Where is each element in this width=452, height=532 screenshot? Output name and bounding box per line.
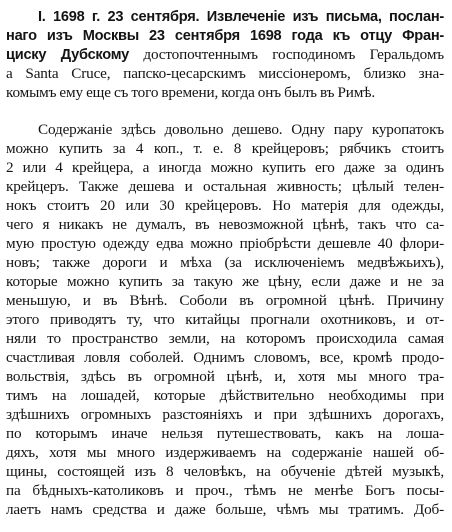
body-line: этого приводятъ ту, что китайцы прогнали охотниковъ, и от-	[6, 311, 444, 328]
body-line: няли то пространство земли, на которомъ происходила самая	[6, 330, 444, 347]
body-line: счастливая ловля соболей. Однимъ словомъ, все, кромѣ продо-	[6, 349, 444, 366]
body-line: Содержаніе здѣсь довольно дешево. Одну пару куропатокъ	[38, 121, 444, 138]
body-line: щины, состоящей изъ 8 человѣкъ, на обученіе дѣтей музыкѣ,	[6, 463, 444, 480]
body-line: вольствія, здѣсь въ огромной цѣнѣ, и, хотя мы много тра-	[6, 368, 444, 385]
header-line-5: комымъ ему еще съ того времени, когда онъ былъ въ Римѣ.	[6, 84, 375, 101]
body-line: лаетъ намъ средства и даже больше, чѣмъ мы тратимъ. Доб-	[6, 501, 444, 518]
header-recipient: циску Дубскому	[6, 47, 129, 63]
body-line: 2 или 4 крейцера, а иногда можно купить его даже за одинъ	[6, 159, 444, 176]
body-line: чего я никакъ не думалъ, въ невозможной цѣнѣ, такъ что са-	[6, 216, 444, 233]
body-line: нокъ стоитъ 20 или 30 крейцеровъ. Но матерія для одежды,	[6, 197, 444, 214]
body-line: крейцеръ. Также дешева и остальная живность; цѣлый телен-	[6, 178, 444, 195]
header-line-4: a Santa Cruce, папско-цесарскимъ миссіонеромъ, близко зна-	[6, 65, 444, 82]
body-line: здѣшнихъ огромныхъ разстояніяхъ и при здѣшнихъ дорогахъ,	[6, 406, 444, 423]
header-line-3	[6, 46, 444, 64]
body-line: па бѣдныхъ-католиковъ и проч., тѣмъ не менѣе Богъ посы-	[6, 482, 444, 499]
body-line: дяхъ, хотя мы много издерживаемъ на содержаніе нашей об-	[6, 444, 444, 461]
body-line: можно купить за 4 коп., т. е. 8 крейцеровъ; рябчикъ стоитъ	[6, 140, 444, 157]
body-line: меньшую, и въ Вѣнѣ. Соболи въ огромной цѣнѣ. Причину	[6, 292, 444, 309]
body-line: мую простую одежду едва можно пріобрѣсти дешевле 40 флори-	[6, 235, 444, 252]
body-line: по которымъ иначе нельзя путешествовать, какъ на лоша-	[6, 425, 444, 442]
body-line: тимъ на лошадей, которые дѣйствительно необходимы при	[6, 387, 444, 404]
body-line: новъ; также дороги и мѣха (за исключеніемъ медвѣжьихъ),	[6, 254, 444, 271]
header-line-1: I. 1698 г. 23 сентября. Извлеченіе изъ письма, послан-	[38, 9, 444, 25]
header-line-3-rest: достопочтеннымъ господиномъ Геральдомъ	[128, 46, 444, 63]
body-line: которые можно купить за такую же цѣну, если даже и не за	[6, 273, 444, 290]
header-line-2: наго изъ Москвы 23 сентября 1698 года къ отцу Фран-	[6, 28, 444, 44]
